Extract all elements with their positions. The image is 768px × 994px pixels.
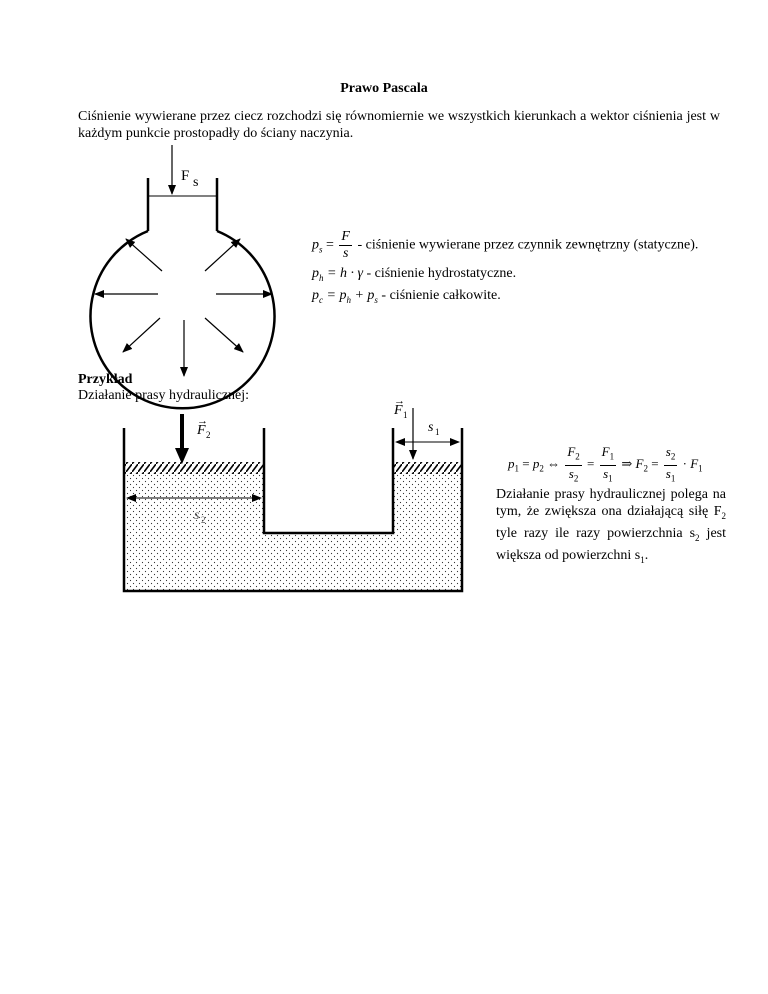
eq-frac2-den: s: [603, 465, 609, 481]
ps-subscript: s: [319, 244, 323, 255]
eq-frac-1: [565, 444, 581, 486]
eq-frac2-den-sub: 1: [608, 473, 613, 484]
intro-paragraph: Ciśnienie wywierane przez ciecz rozchodzi się równomiernie we wszystkich kierunkach a wektor ciśnienia jest w każdym punkcie prostopadły do ściany naczynia.: [78, 109, 720, 141]
eq-frac3-den-sub: 1: [670, 473, 676, 484]
formula-static-pressure: $p_s$ = $\frac{F}{s}$ - ciśnienie wywierane przez czynnik zewnętrzny (statyczne).: [312, 229, 699, 261]
ps-numerator: F: [341, 229, 350, 244]
force-f1-sub: 1: [403, 410, 408, 420]
eq-equals-3: =: [651, 456, 659, 472]
pc-rhs-sub2: s: [374, 294, 378, 305]
eq-f1-sub: 1: [698, 463, 703, 474]
eq-frac-3: [664, 444, 678, 486]
pc-rhs-sub1: h: [346, 294, 351, 305]
force-f1-label: F: [394, 403, 403, 418]
pc-description: - ciśnienie całkowite.: [381, 288, 501, 303]
desc-sub2: 2: [695, 532, 700, 543]
eq-p2: p: [532, 456, 540, 472]
ph-symbol: p: [312, 266, 319, 281]
pressure-arrow-down-right: [205, 318, 243, 352]
pc-plus: + p: [354, 288, 375, 303]
press-description: [496, 486, 726, 568]
force-f1-vector: →: [394, 395, 405, 407]
eq-dot: ·: [682, 456, 687, 472]
eq-p1: p: [508, 456, 515, 472]
eq-frac-2: [600, 444, 616, 486]
s1-sub: 1: [435, 427, 440, 437]
ph-description: - ciśnienie hydrostatyczne.: [366, 266, 517, 281]
ps-description: - ciśnienie wywierane przez czynnik zewnętrzny (statyczne).: [357, 237, 699, 253]
eq-frac1-num-sub: 2: [575, 451, 580, 462]
ps-symbol: p: [312, 237, 319, 253]
eq-p1-sub: 1: [514, 463, 519, 474]
desc-sub1: 2: [721, 510, 726, 521]
s2-sub: 2: [201, 515, 206, 525]
desc-part2: tyle razy ile razy powierzchnia s: [496, 525, 696, 541]
eq-equals-1: =: [522, 456, 530, 472]
pc-subscript: c: [319, 294, 323, 305]
eq-frac2-num-sub: 1: [609, 451, 615, 462]
force-label: F: [181, 168, 190, 184]
pascal-vessel-diagram: [91, 145, 275, 408]
eq-f2-sub: 2: [643, 463, 648, 474]
s2-label: s: [194, 508, 200, 523]
desc-part3: jest większa od powierzchni s: [496, 525, 726, 563]
eq-implies: ⇒: [621, 456, 633, 472]
eq-p2-sub: 2: [539, 463, 544, 474]
eq-f2: F: [635, 456, 644, 472]
piston-small: [393, 462, 462, 474]
ph-rhs: = h · γ: [327, 266, 363, 281]
piston-large: [124, 462, 264, 474]
eq-frac1-den: s: [568, 465, 574, 481]
eq-frac3-num: s: [665, 444, 671, 459]
desc-part4: .: [644, 547, 649, 563]
eq-iff: ⇔: [547, 456, 561, 472]
example-heading: Przykład: [78, 372, 133, 387]
eq-frac1-den-sub: 2: [573, 473, 579, 484]
force-f2-sub: 2: [206, 430, 211, 440]
hydraulic-press-diagram: [124, 395, 462, 591]
eq-f1: F: [690, 456, 699, 472]
desc-part1: Działanie prasy hydraulicznej polega na tym, że zwiększa ona działającą siłę F: [496, 487, 726, 519]
pressure-arrow-up-right: [205, 239, 240, 271]
eq-equals-2: =: [587, 456, 595, 472]
s1-label: s: [428, 420, 434, 435]
pc-symbol: p: [312, 288, 319, 303]
ps-denominator: s: [342, 246, 349, 261]
eq-frac1-num: F: [567, 444, 576, 459]
force-f2-vector: →: [197, 415, 208, 427]
force-f2-label: F: [197, 423, 206, 438]
force-sub: s: [193, 175, 199, 190]
formula-total-pressure: [312, 288, 501, 305]
formula-hydrostatic-pressure: [312, 266, 516, 283]
eq-frac3-den: s: [665, 465, 671, 481]
eq-frac3-num-sub: 2: [670, 451, 676, 462]
example-subtitle: Działanie prasy hydraulicznej:: [78, 388, 250, 403]
ph-subscript: h: [319, 272, 324, 283]
page-title: Prawo Pascala: [340, 81, 428, 96]
desc-sub3: 1: [640, 554, 645, 565]
pressure-arrow-down-left: [123, 318, 160, 352]
pascal-equation: [508, 444, 703, 486]
force-f2-arrowhead: [175, 448, 189, 464]
eq-frac2-num: F: [601, 444, 610, 459]
pressure-arrow-up-left: [126, 239, 162, 271]
ps-fraction: [339, 229, 352, 262]
pc-rhs: = p: [326, 288, 347, 303]
